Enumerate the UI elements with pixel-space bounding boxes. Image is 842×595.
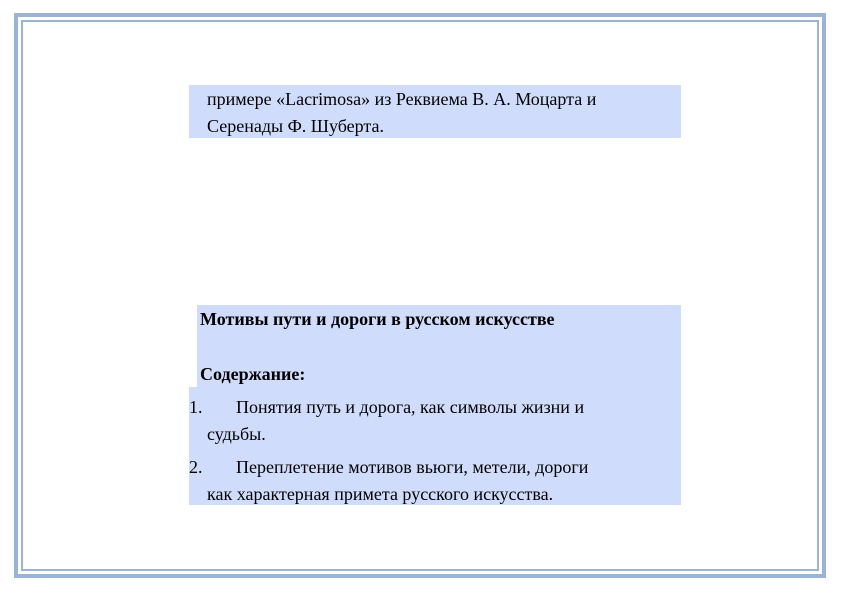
list-item-1-number: 1. [189,397,203,417]
list-item-1-line-1: Понятия путь и дорога, как символы жизни и [236,397,585,417]
topic-title: Мотивы пути и дороги в русском искусстве [200,309,555,329]
list-item-2-number: 2. [189,457,203,477]
list-item-1-line-2: судьбы. [207,424,266,444]
top-fragment-line-2: Серенады Ф. Шуберта. [207,116,384,136]
list-item-2-line-1: Переплетение мотивов вьюги, метели, дороги [236,457,589,477]
list-item-2-line-2: как характерная примета русского искусства. [207,484,554,504]
top-fragment-line-1: примере «Lacrimosa» из Реквиема В. А. Моцарта и [207,89,597,109]
contents-label: Содержание: [200,364,306,384]
